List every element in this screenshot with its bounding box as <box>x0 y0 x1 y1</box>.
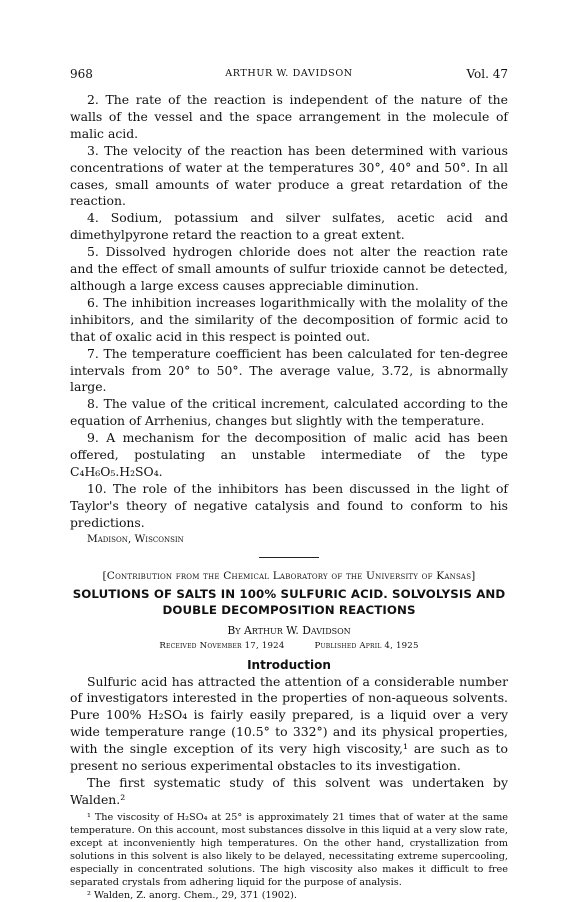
footnote: ¹ The viscosity of H₂SO₄ at 25° is approximately 21 times that of water at the same temperature. On this account, most substances dissolve in this liquid at a very slow rate, except at inconveniently high temperatures. On the other hand, crystallization from solutions in this solvent is also likely to be delayed, necessitating extreme supercooling, especially in concentrated solutions. The high viscosity also makes it difficult to free separated crystals from adhering liquid for the purpose of analysis. <box>70 811 508 889</box>
received-date: Received November 17, 1924 <box>159 640 285 651</box>
intro-paragraph: The first systematic study of this solvent was undertaken by Walden.² <box>70 775 508 807</box>
page-header <box>70 66 508 82</box>
intro-paragraph: Sulfuric acid has attracted the attention of a considerable number of investigators interested in the properties of non-aqueous solvents. Pure 100% H₂SO₄ is fairly easily prepared, is a liquid over a very wide temperature range (10.5° to 332°) and its physical properties, with the single exception of its very high viscosity,¹ are such as to present no serious experimental obstacles to its investigation. <box>70 673 508 774</box>
author-location: Madison, Wisconsin <box>87 532 184 545</box>
published-date: Published April 4, 1925 <box>314 640 419 651</box>
running-title: ARTHUR W. DAVIDSON <box>225 68 353 79</box>
conclusions-list <box>70 92 508 532</box>
footnote: ² Walden, Z. anorg. Chem., 29, 371 (1902). <box>87 890 297 902</box>
section-divider <box>259 557 319 558</box>
page-number: 968 <box>70 67 93 81</box>
conclusion-item: 5. Dissolved hydrogen chloride does not alter the reaction rate and the effect of small amounts of sulfur trioxide cannot be detected, although a large excess causes appreciable diminution. <box>70 244 508 293</box>
conclusion-item: 7. The temperature coefficient has been calculated for ten-degree intervals from 20° to 50°. The average value, 3.72, is abnormally large. <box>70 345 508 395</box>
author-byline: By Arthur W. Davidson <box>227 623 351 637</box>
conclusion-item: 6. The inhibition increases logarithmically with the molality of the inhibitors, and the similarity of the decomposition of formic acid to that of oxalic acid in this respect is pointed out. <box>70 294 508 344</box>
conclusion-item: 10. The role of the inhibitors has been discussed in the light of Taylor's theory of negative catalysis and found to conform to his predictions. <box>70 480 508 530</box>
conclusion-item: 2. The rate of the reaction is independent of the nature of the walls of the vessel and the space arrangement in the molecule of malic acid. <box>70 92 508 141</box>
conclusion-item: 9. A mechanism for the decomposition of malic acid has been offered, postulating an unstable intermediate of the type C₄H₆O₅.H₂SO₄. <box>70 430 508 479</box>
section-heading: Introduction <box>247 657 331 672</box>
date-line <box>70 640 508 653</box>
conclusion-item: 4. Sodium, potassium and silver sulfates, acetic acid and dimethylpyrone retard the reaction to a great extent. <box>70 210 508 243</box>
volume-label: Vol. 47 <box>466 67 508 81</box>
page-body <box>70 92 508 902</box>
introduction-text <box>70 674 508 809</box>
article-title: SOLUTIONS OF SALTS IN 100% SULFURIC ACID. SOLVOLYSIS AND DOUBLE DECOMPOSITION REACTIONS <box>72 586 506 617</box>
contribution-line: [Contribution from the Chemical Laboratory of the University of Kansas] <box>102 569 476 582</box>
conclusion-item: 3. The velocity of the reaction has been determined with various concentrations of water at the temperatures 30°, 40° and 50°. In all cases, small amounts of water produce a great retardation of the reaction. <box>70 142 508 209</box>
conclusion-item: 8. The value of the critical increment, calculated according to the equation of Arrhenius, changes but slightly with the temperature. <box>70 396 508 429</box>
footnotes <box>70 811 508 902</box>
